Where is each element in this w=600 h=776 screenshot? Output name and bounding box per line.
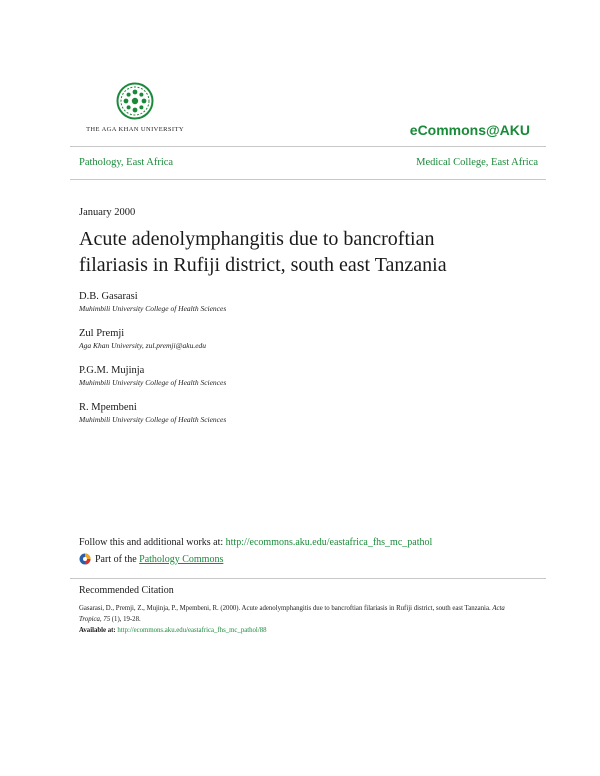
author-affiliation: Muhimbili University College of Health Sciences <box>79 378 227 387</box>
follow-link[interactable]: http://ecommons.aku.edu/eastafrica_fhs_mc_pathol <box>225 537 433 548</box>
header-divider-top <box>70 146 546 147</box>
citation-journal: Acta Tropica, 75 <box>79 605 505 623</box>
article-title: Acute adenolymphangitis due to bancroftian filariasis in Rufiji district, south east Tanzania <box>79 228 447 276</box>
available-line <box>79 627 267 634</box>
bepress-commons-icon <box>79 553 91 565</box>
collection-link-medical-college[interactable]: Medical College, East Africa <box>416 157 538 168</box>
author-affiliation: Muhimbili University College of Health Sciences <box>79 304 227 313</box>
author-entry <box>79 327 479 364</box>
author-name: R. Mpembeni <box>79 402 137 413</box>
author-entry <box>79 401 479 438</box>
citation-block <box>79 603 529 636</box>
part-of-line <box>79 553 223 565</box>
author-name: Zul Premji <box>79 328 125 339</box>
author-entry <box>79 364 479 401</box>
available-link[interactable]: http://ecommons.aku.edu/eastafrica_fhs_mc_pathol/88 <box>117 627 267 634</box>
part-of-text: Part of the <box>95 553 137 565</box>
follow-text: Follow this and additional works at: <box>79 537 226 548</box>
aga-khan-university-logo-icon <box>116 82 154 120</box>
author-entry <box>79 290 479 327</box>
university-logo <box>80 82 190 133</box>
ecommons-brand[interactable]: eCommons@AKU <box>409 122 530 138</box>
author-affiliation: Aga Khan University, zul.premji@aku.edu <box>79 341 207 350</box>
university-logo-text: THE AGA KHAN UNIVERSITY <box>86 126 184 133</box>
available-label: Available at: <box>79 627 118 634</box>
collection-link-pathology[interactable]: Pathology, East Africa <box>79 157 174 168</box>
recommended-citation-heading: Recommended Citation <box>79 585 174 596</box>
author-name: D.B. Gasarasi <box>79 291 138 302</box>
author-list <box>79 290 479 438</box>
citation-divider <box>70 578 546 579</box>
publication-date: January 2000 <box>79 207 136 218</box>
follow-line <box>79 537 432 548</box>
header-divider-bottom <box>70 179 546 180</box>
citation-text: Gasarasi, D., Premji, Z., Mujinja, P., Mpembeni, R. (2000). Acute adenolymphangitis due to bancroftian filariasis in Rufiji district, south east Tanzania. <box>79 605 493 612</box>
author-affiliation: Muhimbili University College of Health Sciences <box>79 415 227 424</box>
author-name: P.G.M. Mujinja <box>79 365 145 376</box>
citation-issue-pages: (1), 19-28. <box>110 616 141 623</box>
pathology-commons-link[interactable]: Pathology Commons <box>139 553 224 565</box>
